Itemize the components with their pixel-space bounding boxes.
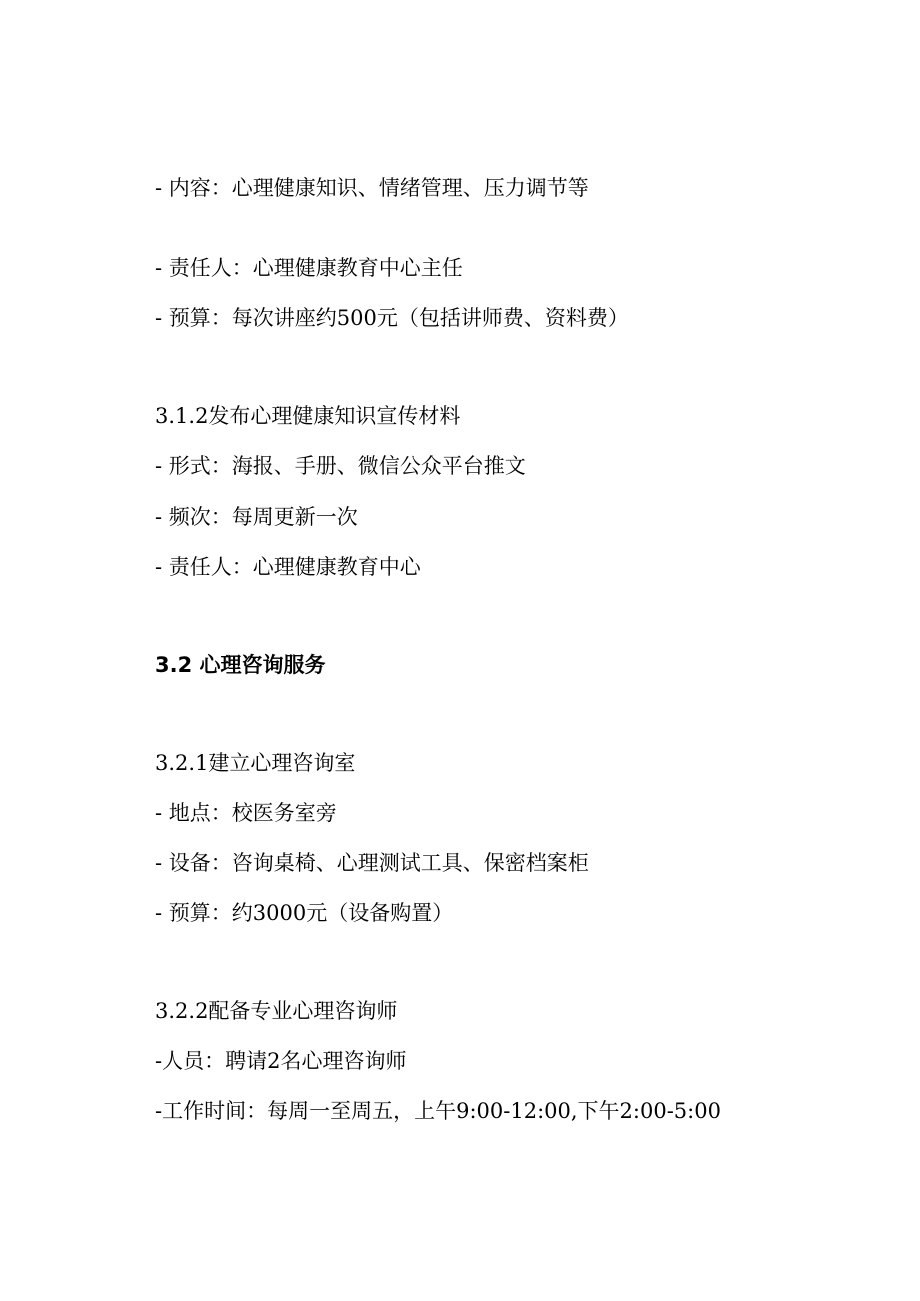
staff-item: -人员：聘请2名心理咨询师 [155, 1049, 407, 1073]
section-3-1-2-heading: 3.1.2发布心理健康知识宣传材料 [155, 404, 461, 428]
content-item: - 内容：心理健康知识、情绪管理、压力调节等 [155, 176, 589, 200]
section-3-2-1-heading: 3.2.1建立心理咨询室 [155, 751, 356, 775]
responsible-person-item: - 责任人：心理健康教育中心主任 [155, 256, 463, 280]
equipment-budget-item: - 预算：约3000元（设备购置） [155, 901, 454, 925]
section-3-2-2-heading: 3.2.2配备专业心理咨询师 [155, 999, 398, 1023]
responsible-center-item: - 责任人：心理健康教育中心 [155, 555, 421, 579]
working-hours-item: -工作时间：每周一至周五，上午9:00-12:00,下午2:00-5:00 [155, 1099, 721, 1123]
section-3-2-heading: 3.2 心理咨询服务 [155, 653, 326, 677]
equipment-item: - 设备：咨询桌椅、心理测试工具、保密档案柜 [155, 851, 589, 875]
location-item: - 地点：校医务室旁 [155, 801, 337, 825]
format-item: - 形式：海报、手册、微信公众平台推文 [155, 454, 526, 478]
frequency-item: - 频次：每周更新一次 [155, 505, 358, 529]
budget-item: - 预算：每次讲座约500元（包括讲师费、资料费） [155, 306, 629, 330]
